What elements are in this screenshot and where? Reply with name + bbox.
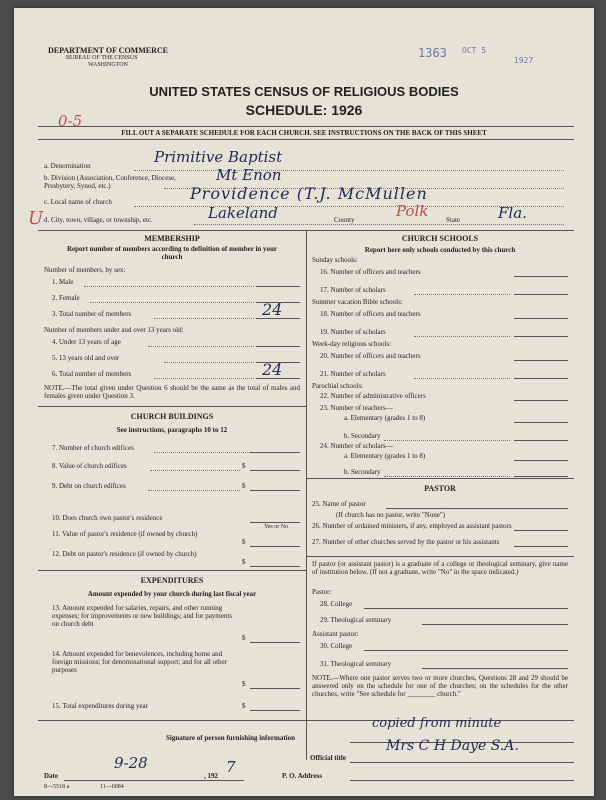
weekday-label: Week-day religious schools: xyxy=(312,340,392,348)
q24-label: 24. Number of scholars— xyxy=(320,442,393,450)
q11-dollar: $ xyxy=(242,538,246,546)
state-label: State xyxy=(446,216,460,224)
vacation-label: Summer vacation Bible schools: xyxy=(312,298,403,306)
dept-label: DEPARTMENT OF COMMERCE xyxy=(48,46,169,55)
q20-label: 20. Number of officers and teachers xyxy=(320,352,421,360)
pastor-title: PASTOR xyxy=(424,484,456,493)
buildings-sub: See instructions, paragraphs 10 to 12 xyxy=(116,426,228,434)
q18-label: 18. Number of officers and teachers xyxy=(320,310,421,318)
q29-label: 29. Theological seminary xyxy=(320,616,392,624)
q10-label: 10. Does church own pastor's residence xyxy=(52,514,163,522)
q6-label: 6. Total number of members xyxy=(52,370,132,378)
q15-label: 15. Total expenditures during year xyxy=(52,702,148,710)
sunday-label: Sunday schools: xyxy=(312,256,358,264)
county-label: County xyxy=(334,216,355,224)
q17-label: 17. Number of scholars xyxy=(320,286,386,294)
q23-label: 23. Number of teachers— xyxy=(320,404,393,412)
q16-label: 16. Number of officers and teachers xyxy=(320,268,421,276)
received-stamp-year: 1927 xyxy=(514,56,534,65)
red-u-mark: U xyxy=(28,208,44,229)
official-title-label: Official title xyxy=(310,754,346,762)
q3-value[interactable]: 24 xyxy=(262,300,283,319)
church-name-value[interactable]: Providence (T.J. McMullen xyxy=(190,184,428,203)
q14-label: 14. Amount expended for benevolences, including home and foreign missions; for denominational support; and for all other purposes xyxy=(52,650,227,674)
q26-label: 26. Number of ordained ministers, if any, employed as assistant pastors xyxy=(312,522,512,530)
received-stamp-number: 1363 xyxy=(418,46,447,60)
date-value[interactable]: 9-28 xyxy=(114,754,148,772)
q23a-label: a. Elementary (grades 1 to 8) xyxy=(344,414,426,422)
schools-sub: Report here only schools conducted by this church xyxy=(364,246,516,254)
q12-dollar: $ xyxy=(242,558,246,566)
assistant-label: Assistant pastor: xyxy=(312,630,359,638)
q5-label: 5. 13 years old and over xyxy=(52,354,120,362)
q14-dollar: $ xyxy=(242,680,246,688)
q31-label: 31. Theological seminary xyxy=(320,660,392,668)
q27-label: 27. Number of other churches served by the pastor or his assistants xyxy=(312,538,500,546)
state-value[interactable]: Fla. xyxy=(498,204,527,222)
buildings-title: CHURCH BUILDINGS xyxy=(130,412,214,421)
pastor-sub-label: Pastor: xyxy=(312,588,332,596)
form-title: UNITED STATES CENSUS OF RELIGIOUS BODIES xyxy=(149,84,459,99)
q15-dollar: $ xyxy=(242,702,246,710)
q2-label: 2. Female xyxy=(52,294,80,302)
signature-label: Signature of person furnishing information xyxy=(166,734,295,742)
q23b-label: b. Secondary xyxy=(344,432,381,440)
age-label: Number of members under and over 13 years old: xyxy=(44,326,184,334)
bureau-label: BUREAU OF THE CENSUS xyxy=(66,55,138,61)
membership-sub: Report number of members according to definition of member in your church xyxy=(66,245,278,261)
instruction-line: FILL OUT A SEPARATE SCHEDULE FOR EACH CHURCH. SEE INSTRUCTIONS ON THE BACK OF THIS SHEET xyxy=(121,129,487,137)
expenditures-sub: Amount expended by your church during last fiscal year xyxy=(87,590,257,598)
denomination-value[interactable]: Primitive Baptist xyxy=(154,148,283,166)
q28-label: 28. College xyxy=(320,600,353,608)
q30-label: 30. College xyxy=(320,642,353,650)
q24a-label: a. Elementary (grades 1 to 8) xyxy=(344,452,426,460)
q12-label: 12. Debt on pastor's residence (if owned by church) xyxy=(52,550,197,558)
q11-label: 11. Value of pastor's residence (if owned by church) xyxy=(52,530,198,538)
city-value[interactable]: Lakeland xyxy=(208,204,278,222)
q8-label: 8. Value of church edifices xyxy=(52,462,127,470)
received-stamp-date: OCT 5 xyxy=(462,46,487,55)
census-form xyxy=(14,8,594,796)
date-label: Date xyxy=(44,772,58,780)
q1-label: 1. Male xyxy=(52,278,74,286)
po-address-label: P. O. Address xyxy=(282,772,323,780)
q13-dollar: $ xyxy=(242,634,246,642)
q8-dollar: $ xyxy=(242,462,246,470)
division-value[interactable]: Mt Enon xyxy=(216,166,282,184)
membership-note: NOTE.—The total given under Question 6 should be the same as the total of males and females given under Question 3. xyxy=(44,384,300,400)
schedule-title: SCHEDULE: 1926 xyxy=(245,102,363,118)
q25-note: (If church has no pastor, write "None") xyxy=(336,511,446,519)
expenditures-title: EXPENDITURES xyxy=(140,576,204,585)
q6-value[interactable]: 24 xyxy=(262,360,283,379)
q25-label: 25. Name of pastor xyxy=(312,500,366,508)
official-title-value[interactable]: Mrs C H Daye S.A. xyxy=(386,738,519,754)
church-name-label: c. Local name of church xyxy=(44,198,112,206)
city-field-label: d. City, town, village, or township, etc. xyxy=(44,216,153,224)
membership-title: MEMBERSHIP xyxy=(144,234,200,243)
schools-title: CHURCH SCHOOLS xyxy=(401,234,479,243)
q22-label: 22. Number of administrative officers xyxy=(320,392,426,400)
parochial-label: Parochial schools: xyxy=(312,382,364,390)
q21-label: 21. Number of scholars xyxy=(320,370,386,378)
q24b-label: b. Secondary xyxy=(344,468,381,476)
q9-dollar: $ xyxy=(242,482,246,490)
graduate-instruction: If pastor (or assistant pastor) is a graduate of a college or theological seminary, give name of institution below. (If not a graduate, write "No" in the space indicated.) xyxy=(312,560,568,576)
form-number-2: 11—6084 xyxy=(100,784,124,790)
by-sex-label: Number of members, by sex: xyxy=(44,266,126,274)
q9-label: 9. Debt on church edifices xyxy=(52,482,126,490)
division-label: b. Division (Association, Conference, Diocese, Presbytery, Synod, etc.) xyxy=(44,174,176,190)
pastor-note: NOTE.—Where one pastor serves two or more churches, Questions 28 and 29 should be answered only on the schedule for one of the churches; on the schedules for the other churches, write "See schedule for ________ church." xyxy=(312,674,568,698)
q13-label: 13. Amount expended for salaries, repairs, and other running expenses; for improvements or new buildings; and for payments on church debt xyxy=(52,604,233,628)
q19-label: 19. Number of scholars xyxy=(320,328,386,336)
q7-label: 7. Number of church edifices xyxy=(52,444,134,452)
year-value[interactable]: 7 xyxy=(226,758,236,776)
form-number: 8—5518 a xyxy=(44,784,70,790)
q3-label: 3. Total number of members xyxy=(52,310,132,318)
yes-no-hint: Yes or No xyxy=(264,524,289,530)
year-label: , 192 xyxy=(204,772,218,780)
red-annotation: 0-5 xyxy=(58,112,83,130)
county-value[interactable]: Polk xyxy=(396,202,429,220)
signature-value[interactable]: copied from minute xyxy=(372,716,502,731)
q4-label: 4. Under 13 years of age xyxy=(52,338,121,346)
city-label: WASHINGTON xyxy=(88,62,128,68)
denomination-label: a. Denomination xyxy=(44,162,91,170)
